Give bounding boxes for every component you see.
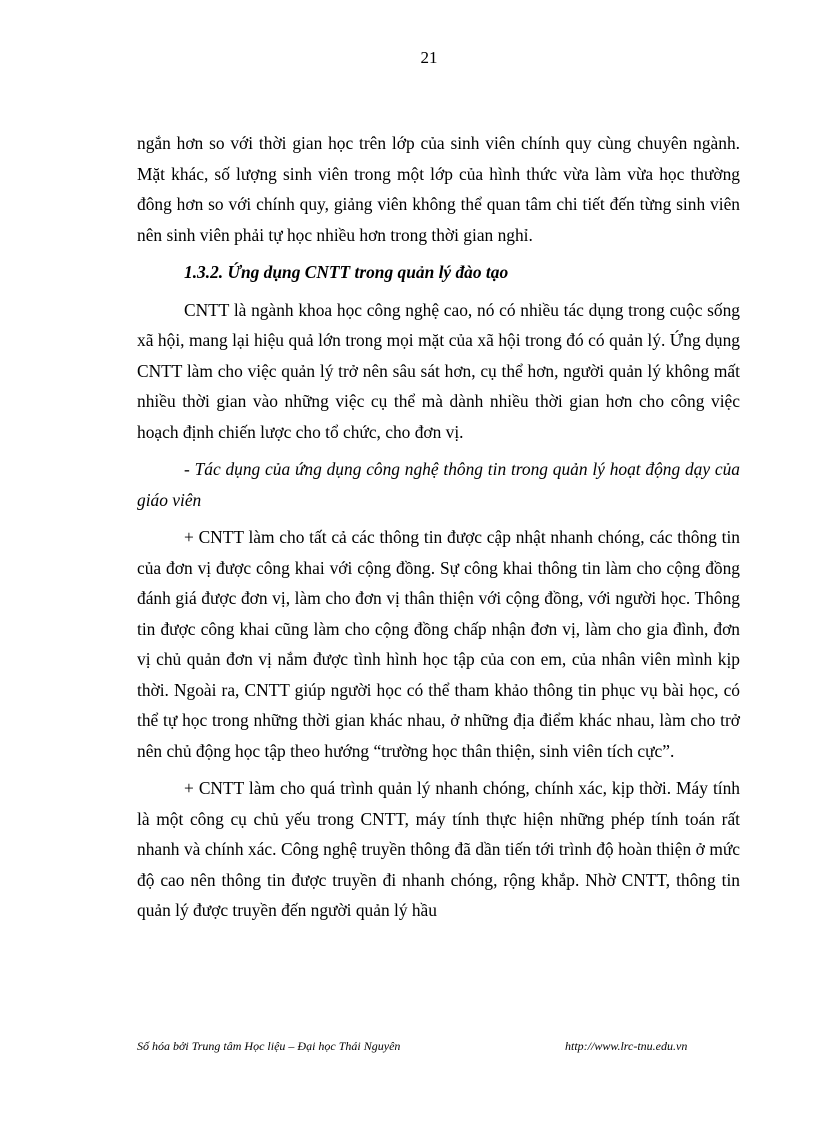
page-number: 21 <box>420 48 438 67</box>
footer-url: http://www.lrc-tnu.edu.vn <box>565 1039 688 1053</box>
paragraph-intro: CNTT là ngành khoa học công nghệ cao, nó có nhiều tác dụng trong cuộc sống xã hội, mang lại hiệu quả lớn trong mọi mặt của xã hội trong đó có quản lý. Ứng dụng CNTT làm cho việc quản lý trở nên sâu sát hơn, cụ thể hơn, người quản lý không mất nhiều thời gian vào những việc cụ thể mà dành nhiều thời gian hơn cho công việc hoạch định chiến lược cho tổ chức, cho đơn vị. <box>137 299 740 442</box>
footer-source: Số hóa bởi Trung tâm Học liệu – Đại học Thái Nguyên <box>137 1039 401 1053</box>
section-heading: 1.3.2. Ứng dụng CNTT trong quản lý đào tạo <box>184 262 509 282</box>
paragraph-continuation: ngắn hơn so với thời gian học trên lớp của sinh viên chính quy cùng chuyên ngành. Mặt khác, số lượng sinh viên trong một lớp của hình thức vừa làm vừa học thường đông hơn so với chính quy, giảng viên không thể quan tâm chi tiết đến từng sinh viên nên sinh viên phải tự học nhiều hơn trong thời gian nghỉ. <box>137 133 740 245</box>
subsection-title: - Tác dụng của ứng dụng công nghệ thông tin trong quản lý hoạt động dạy của giáo viên <box>137 459 740 510</box>
paragraph-point-2: + CNTT làm cho quá trình quản lý nhanh chóng, chính xác, kịp thời. Máy tính là một công cụ chủ yếu trong CNTT, máy tính thực hiện những phép tính toán rất nhanh và chính xác. Công nghệ truyền thông đã dần tiến tới trình độ hoàn thiện ở mức độ cao nên thông tin được truyền đi nhanh chóng, rộng khắp. Nhờ CNTT, thông tin quản lý được truyền đến người quản lý hầu <box>137 778 740 920</box>
document-body <box>137 128 740 933</box>
paragraph-point-1: + CNTT làm cho tất cả các thông tin được cập nhật nhanh chóng, các thông tin của đơn vị được công khai với cộng đồng. Sự công khai thông tin làm cho cộng đồng đánh giá được đơn vị, làm cho đơn vị thân thiện với cộng đồng, với người học. Thông tin được công khai cũng làm cho cộng đồng chấp nhận đơn vị, làm cho gia đình, đơn vị chủ quản đơn vị nắm được tình hình học tập của con em, của nhân viên mình kịp thời. Ngoài ra, CNTT giúp người học có thể tham khảo thông tin phục vụ bài học, có thể tự học trong những thời gian khác nhau, ở những địa điểm khác nhau, làm cho trở nên chủ động học tập theo hướng “trường học thân thiện, sinh viên tích cực”. <box>137 527 740 761</box>
